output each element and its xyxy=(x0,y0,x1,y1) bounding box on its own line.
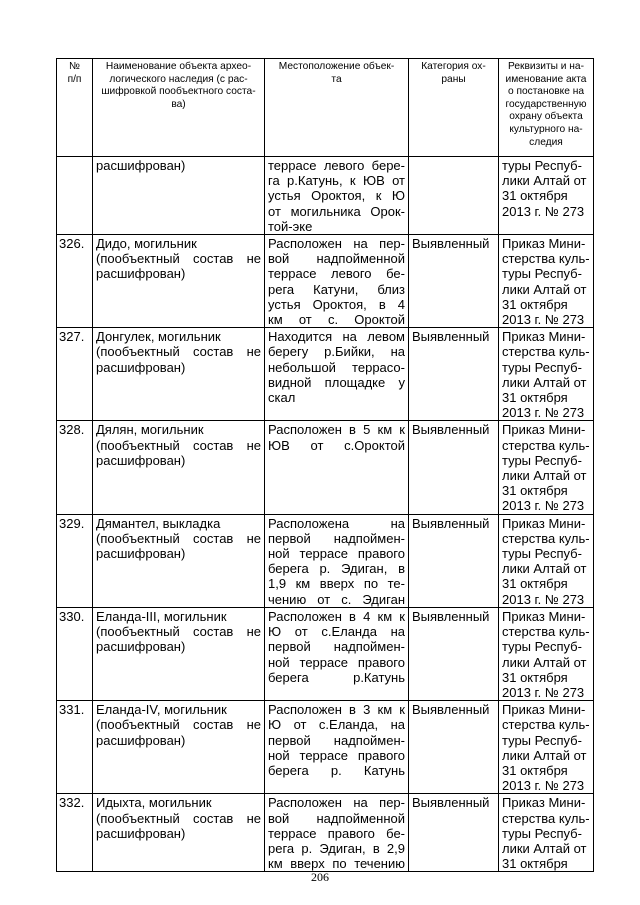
object-title: Донгулек, могильник xyxy=(96,329,221,345)
category-cell: Выявленный xyxy=(409,607,499,700)
header-object-name: Наименование объекта архео- логического наследия (с рас- шифровкой пообъектного соста- ва) xyxy=(93,59,265,157)
object-composition: (пообъектный состав не расшифрован) xyxy=(96,624,261,655)
row-number: 330. xyxy=(57,607,93,700)
row-number: 326. xyxy=(57,235,93,328)
object-name-cell xyxy=(93,328,265,421)
category-cell: Выявленный xyxy=(409,328,499,421)
act-cell: Приказ Мини- стерства куль- туры Респуб- лики Алтай от 31 октября xyxy=(499,794,594,872)
page-number: 206 xyxy=(311,870,329,884)
object-composition: (пообъектный состав не расшифрован) xyxy=(96,810,261,841)
object-name-cell xyxy=(93,157,265,235)
object-title: Дидо, могильник xyxy=(96,236,197,252)
object-title: Еланда-III, могильник xyxy=(96,608,227,624)
location-cell: Расположен в 4 км к Ю от с.Еланда на первой надпоймен- ной террасе правого берега р.Катунь xyxy=(265,607,409,700)
location-cell: Расположена на первой надпоймен- ной террасе правого берега р. Эдиган, в 1,9 км вверх по те- чению от с. Эдиган xyxy=(265,514,409,607)
act-cell: Приказ Мини- стерства куль- туры Респуб- лики Алтай от 31 октября 2013 г. № 273 xyxy=(499,235,594,328)
table-row xyxy=(57,701,594,794)
location-cell: Расположен в 3 км к Ю от с.Еланда, на первой надпоймен- ной террасе правого берега р. Катунь xyxy=(265,701,409,794)
row-number: 332. xyxy=(57,794,93,872)
row-number: 328. xyxy=(57,421,93,514)
object-composition: (пообъектный состав не расшифрован) xyxy=(96,437,261,468)
object-title: Дялян, могильник xyxy=(96,422,204,438)
row-number: 329. xyxy=(57,514,93,607)
table-row xyxy=(57,794,594,872)
act-cell: туры Респуб- лики Алтай от 31 октября 2013 г. № 273 xyxy=(499,157,594,235)
category-cell xyxy=(409,157,499,235)
object-composition: (пообъектный состав не расшифрован) xyxy=(96,251,261,282)
heritage-objects-table xyxy=(56,58,594,872)
table-row xyxy=(57,328,594,421)
location-cell: Расположен на пер- вой надпойменной террасе правого бе- рега р. Эдиган, в 2,9 км вверх по течению xyxy=(265,794,409,872)
location-cell: террасе левого бере- га р.Катунь, к ЮВ от устья Ороктоя, к Ю от могильника Орок- той-эке xyxy=(265,157,409,235)
table-row xyxy=(57,421,594,514)
location-cell: Расположен на пер- вой надпойменной террасе левого бе- рега Катуни, близ устья Ороктоя, в 4 км от с. Ороктой xyxy=(265,235,409,328)
table-body xyxy=(57,157,594,872)
table-header xyxy=(57,59,594,157)
category-cell: Выявленный xyxy=(409,235,499,328)
row-number xyxy=(57,157,93,235)
object-name-cell xyxy=(93,421,265,514)
location-cell: Находится на левом берегу р.Бийки, на небольшой террасо- видной площадке у скал xyxy=(265,328,409,421)
object-name-cell xyxy=(93,235,265,328)
category-cell: Выявленный xyxy=(409,701,499,794)
object-composition: (пообъектный состав не расшифрован) xyxy=(96,344,261,375)
location-cell: Расположен в 5 км к ЮВ от с.Ороктой xyxy=(265,421,409,514)
header-act-details: Реквизиты и на- именование акта о постановке на государственную охрану объекта культурного на- следия xyxy=(499,59,594,157)
act-cell: Приказ Мини- стерства куль- туры Респуб- лики Алтай от 31 октября 2013 г. № 273 xyxy=(499,701,594,794)
object-composition: расшифрован) xyxy=(96,158,186,173)
registry-page xyxy=(56,58,593,872)
category-cell: Выявленный xyxy=(409,421,499,514)
header-number: № п/п xyxy=(57,59,93,157)
act-cell: Приказ Мини- стерства куль- туры Респуб- лики Алтай от 31 октября 2013 г. № 273 xyxy=(499,607,594,700)
row-number: 331. xyxy=(57,701,93,794)
object-title: Идыхта, могильник xyxy=(96,795,212,811)
object-title: Еланда-IV, могильник xyxy=(96,702,227,718)
object-composition: (пообъектный состав не расшифрован) xyxy=(96,717,261,748)
object-composition: (пообъектный состав не расшифрован) xyxy=(96,530,261,562)
act-cell: Приказ Мини- стерства куль- туры Респуб- лики Алтай от 31 октября 2013 г. № 273 xyxy=(499,514,594,607)
object-title: Дямантел, выкладка xyxy=(96,515,221,531)
table-row xyxy=(57,607,594,700)
category-cell: Выявленный xyxy=(409,794,499,872)
table-row xyxy=(57,235,594,328)
act-cell: Приказ Мини- стерства куль- туры Респуб- лики Алтай от 31 октября 2013 г. № 273 xyxy=(499,421,594,514)
object-name-cell xyxy=(93,701,265,794)
header-category: Категория ох- раны xyxy=(409,59,499,157)
object-name-cell xyxy=(93,607,265,700)
table-row xyxy=(57,157,594,235)
category-cell: Выявленный xyxy=(409,514,499,607)
act-cell: Приказ Мини- стерства куль- туры Респуб- лики Алтай от 31 октября 2013 г. № 273 xyxy=(499,328,594,421)
header-location: Местоположение объек- та xyxy=(265,59,409,157)
table-row xyxy=(57,514,594,607)
object-name-cell xyxy=(93,794,265,872)
object-name-cell xyxy=(93,514,265,607)
row-number: 327. xyxy=(57,328,93,421)
